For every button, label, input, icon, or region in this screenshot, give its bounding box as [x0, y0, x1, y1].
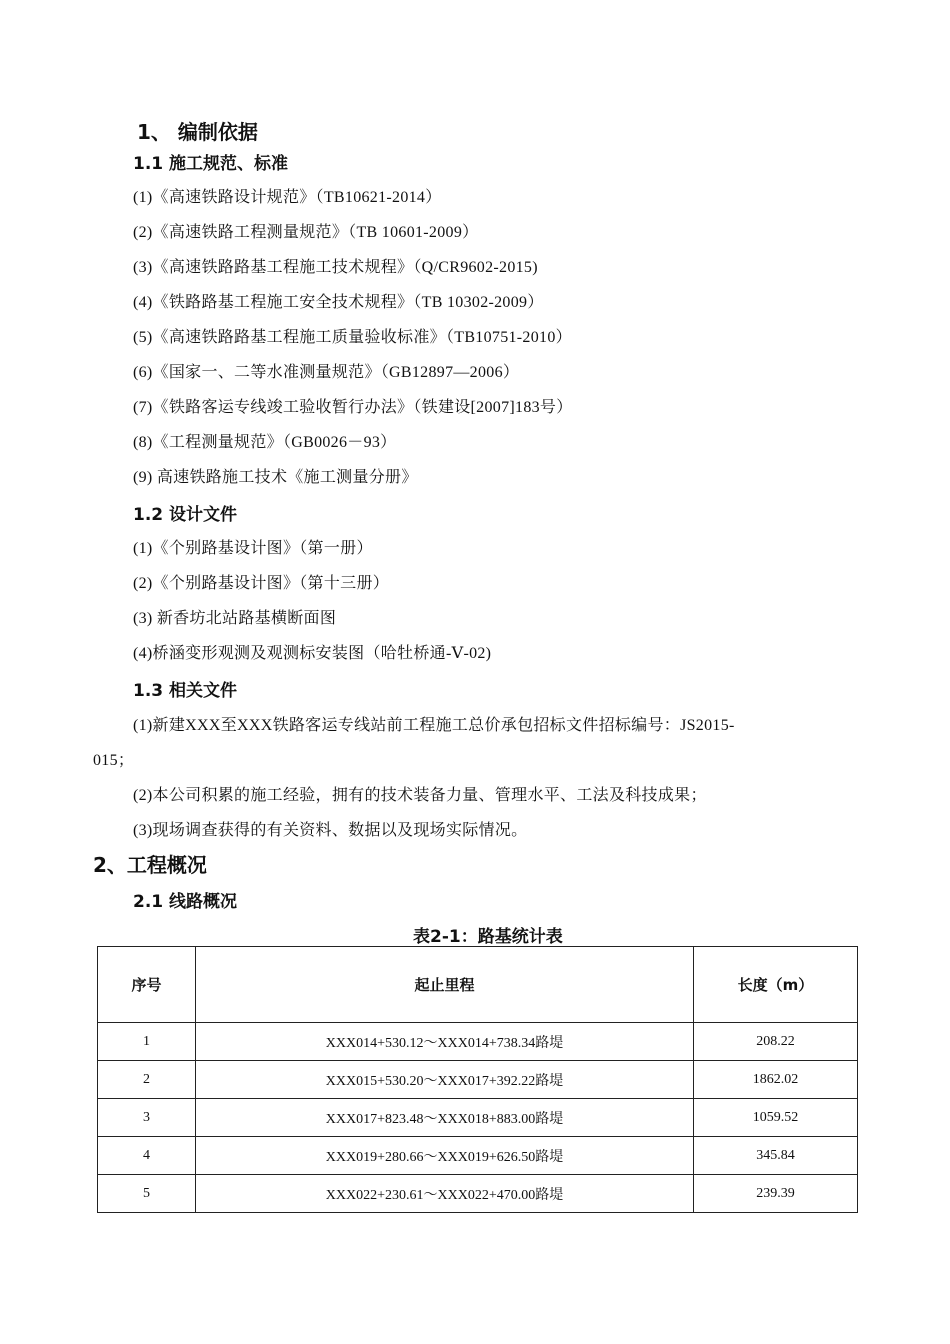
cell-index: 1 — [98, 1023, 196, 1061]
cell-mileage: XXX022+230.61～XXX022+470.00路堤 — [196, 1175, 694, 1213]
paragraph-line: (1)新建XXX至XXX铁路客运专线站前工程施工总价承包招标文件招标编号：JS2015- — [133, 717, 735, 734]
list-item: (5)《高速铁路路基工程施工质量验收标准》（TB10751-2010） — [133, 329, 572, 346]
table-row — [98, 1099, 858, 1137]
list-item: (4)桥涵变形观测及观测标安装图（哈牡桥通-Ⅴ-02) — [133, 645, 492, 662]
roadbed-stats-table — [97, 946, 858, 1213]
paragraph-line: (2)本公司积累的施工经验，拥有的技术装备力量、管理水平、工法及科技成果； — [133, 787, 707, 804]
cell-index: 5 — [98, 1175, 196, 1213]
list-item: (2)《个别路基设计图》（第十三册） — [133, 575, 390, 592]
cell-length: 1862.02 — [694, 1061, 858, 1099]
list-item: (6)《国家一、二等水准测量规范》（GB12897—2006） — [133, 364, 520, 381]
cell-length: 345.84 — [694, 1137, 858, 1175]
cell-mileage: XXX014+530.12～XXX014+738.34路堤 — [196, 1023, 694, 1061]
section-2-title: 2、工程概况 — [93, 853, 207, 877]
list-item: (4)《铁路路基工程施工安全技术规程》（TB 10302-2009） — [133, 294, 544, 311]
table-caption: 表2-1：路基统计表 — [413, 927, 563, 947]
table-row — [98, 1175, 858, 1213]
cell-mileage: XXX015+530.20～XXX017+392.22路堤 — [196, 1061, 694, 1099]
header-mileage: 起止里程 — [196, 947, 694, 1023]
list-item: (1)《高速铁路设计规范》（TB10621-2014） — [133, 189, 442, 206]
section-1-3-title: 1.3 相关文件 — [133, 681, 238, 701]
cell-index: 4 — [98, 1137, 196, 1175]
header-index: 序号 — [98, 947, 196, 1023]
cell-index: 3 — [98, 1099, 196, 1137]
table-row — [98, 1023, 858, 1061]
cell-mileage: XXX019+280.66～XXX019+626.50路堤 — [196, 1137, 694, 1175]
cell-length: 239.39 — [694, 1175, 858, 1213]
table-row — [98, 1137, 858, 1175]
section-1-title: 1、 编制依据 — [137, 120, 258, 144]
cell-mileage: XXX017+823.48～XXX018+883.00路堤 — [196, 1099, 694, 1137]
list-item: (8)《工程测量规范》（GB0026－93） — [133, 434, 397, 451]
section-1-2-title: 1.2 设计文件 — [133, 505, 238, 525]
list-item: (9) 高速铁路施工技术《施工测量分册》 — [133, 469, 418, 486]
list-item: (1)《个别路基设计图》（第一册） — [133, 540, 373, 557]
paragraph-line: 015； — [93, 752, 135, 769]
table-header-row — [98, 947, 858, 1023]
table-row — [98, 1061, 858, 1099]
list-item: (3) 新香坊北站路基横断面图 — [133, 610, 337, 627]
list-item: (7)《铁路客运专线竣工验收暂行办法》（铁建设[2007]183号） — [133, 399, 573, 416]
paragraph-line: (3)现场调查获得的有关资料、数据以及现场实际情况。 — [133, 822, 528, 839]
header-length: 长度（m） — [694, 947, 858, 1023]
section-2-1-title: 2.1 线路概况 — [133, 892, 238, 912]
list-item: (3)《高速铁路路基工程施工技术规程》（Q/CR9602-2015) — [133, 259, 538, 276]
cell-index: 2 — [98, 1061, 196, 1099]
section-1-1-title: 1.1 施工规范、标准 — [133, 154, 289, 174]
list-item: (2)《高速铁路工程测量规范》（TB 10601-2009） — [133, 224, 479, 241]
cell-length: 208.22 — [694, 1023, 858, 1061]
cell-length: 1059.52 — [694, 1099, 858, 1137]
